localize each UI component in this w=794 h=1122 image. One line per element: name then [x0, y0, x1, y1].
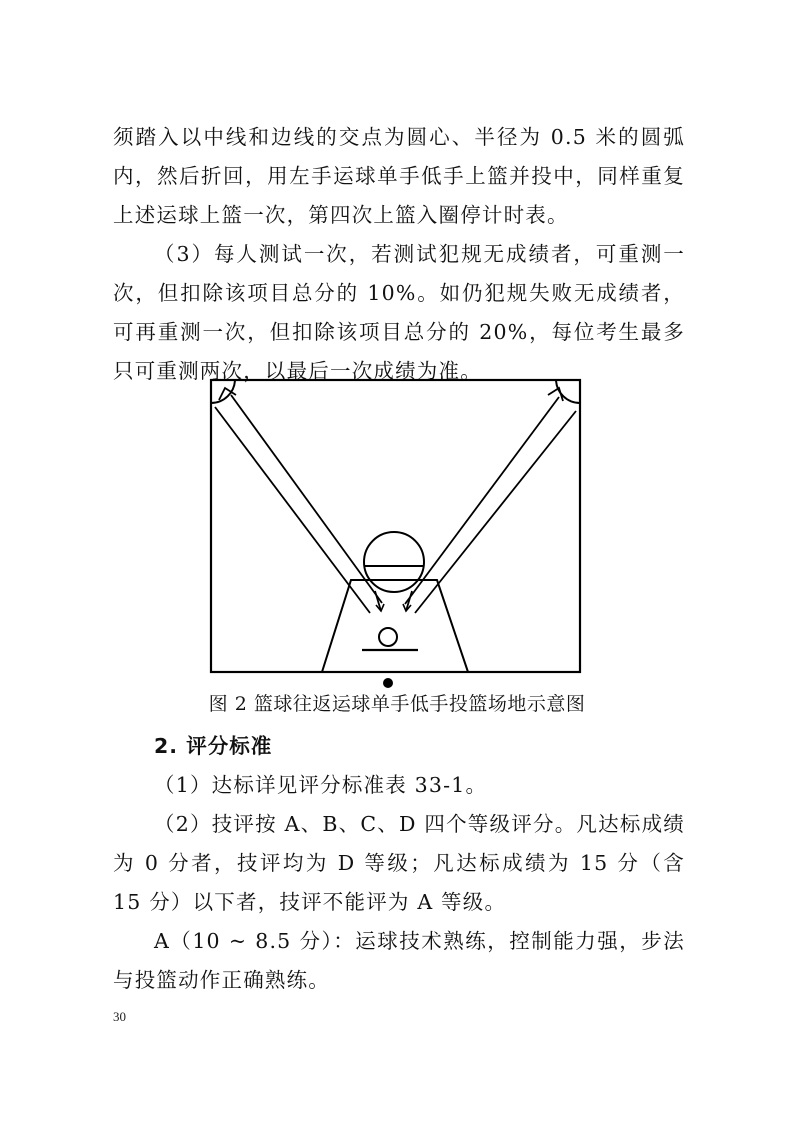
right-path-outer: [415, 411, 576, 613]
start-point-dot: [383, 678, 393, 688]
paragraph-retest-rules: （3）每人测试一次，若测试犯规无成绩者，可重测一次，但扣除该项目总分的 10%。如仍犯规失败无成绩者，可再重测一次，但扣除该项目总分的 20%，每位考生最多只可重测两次，以最后一次成绩为准。: [113, 242, 685, 383]
right-path-inner: [405, 397, 559, 604]
figure-caption: 图 2 篮球往返运球单手低手投篮场地示意图: [208, 693, 586, 715]
scoring-item-2: （2）技评按 A、B、C、D 四个等级评分。凡达标成绩为 0 分者，技评均为 D 等级；凡达标成绩为 15 分（含 15 分）以下者，技评不能评为 A 等级。: [113, 812, 685, 914]
right-arrowhead: [548, 388, 563, 401]
scoring-item-3: A（10 ~ 8.5 分）：运球技术熟练，控制能力强，步法与投篮动作正确熟练。: [113, 929, 685, 992]
free-throw-circle: [364, 532, 424, 592]
basket-ring: [379, 628, 397, 646]
key-lane: [322, 580, 468, 672]
basketball-court-diagram: [205, 375, 587, 695]
paragraph-continuation: 须踏入以中线和边线的交点为圆心、半径为 0.5 米的圆弧内，然后折回，用左手运球单手低手上篮并投中，同样重复上述运球上篮一次，第四次上篮入圈停计时表。: [113, 125, 685, 227]
left-path-inner: [231, 395, 382, 603]
section-heading: 2. 评分标准: [154, 734, 273, 758]
page-number: 30: [113, 1009, 126, 1024]
scoring-item-1: （1）达标详见评分标准表 33-1。: [154, 773, 488, 797]
court-boundary: [211, 380, 580, 672]
left-path-outer: [215, 407, 370, 613]
